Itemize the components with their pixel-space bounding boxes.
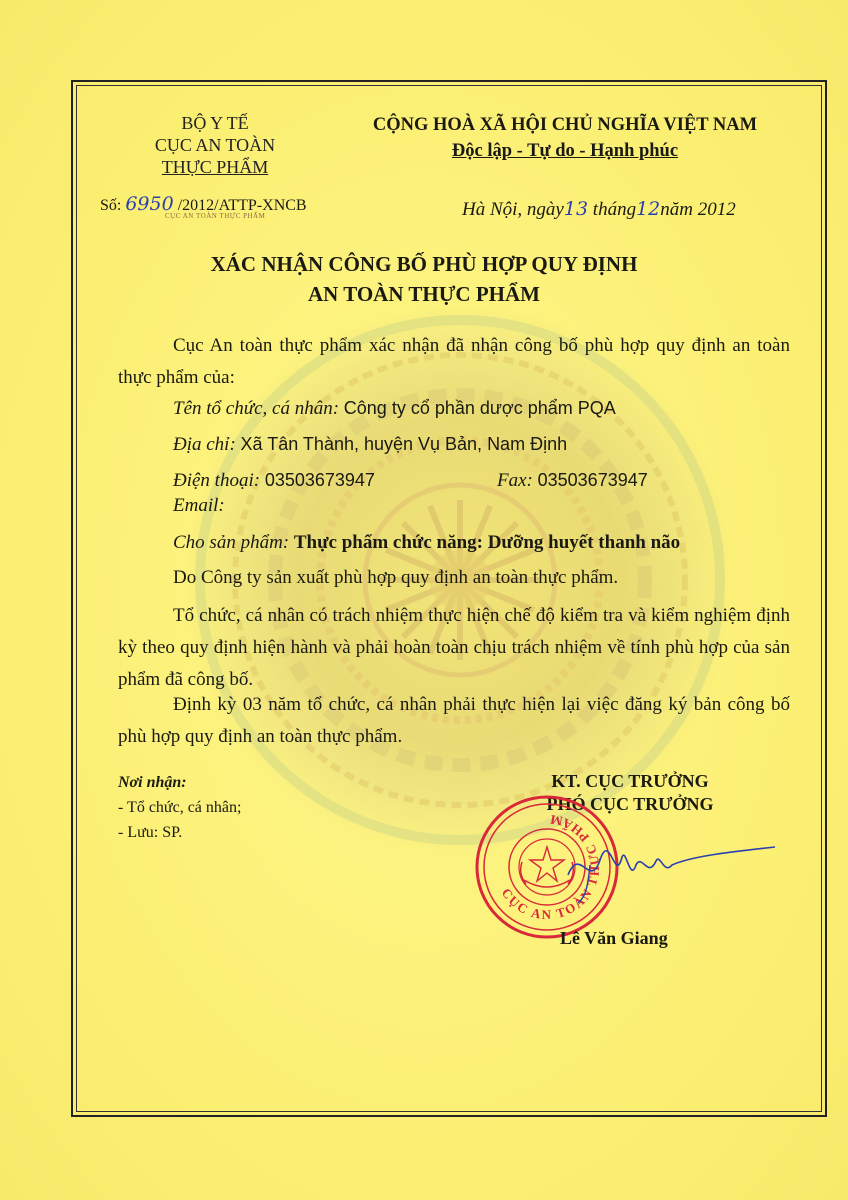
department-name-line1: CỤC AN TOÀN <box>154 135 276 155</box>
department-name-line2: THỰC PHẨM <box>161 157 269 177</box>
fax-value: 03503673947 <box>537 470 648 490</box>
recipients-block <box>118 770 241 845</box>
seal-text: CỤC AN TOÀN THỰC PHẨM <box>498 811 603 923</box>
recipient-item: - Tổ chức, cá nhân; <box>118 799 242 816</box>
fax-line <box>497 470 648 492</box>
signer-name: Lê Văn Giang <box>560 928 668 948</box>
small-stamp-text: CỤC AN TOÀN THỰC PHẨM <box>165 212 266 220</box>
date-month: 12 <box>636 198 661 220</box>
product-value: Thực phẩm chức năng: Dưỡng huyết thanh não <box>293 532 681 553</box>
date-year: năm 2012 <box>660 199 736 220</box>
date-line <box>462 198 736 221</box>
responsibility-paragraph: Tổ chức, cá nhân có trách nhiệm thực hiện chế độ kiểm tra và kiểm nghiệm định kỳ theo quy định hiện hành và phải hoàn toàn chịu trách nhiệm về tính phù hợp của sản phẩm đã công bố. <box>118 605 790 690</box>
country-name: CỘNG HOÀ XÃ HỘI CHỦ NGHĨA VIỆT NAM <box>372 115 758 135</box>
renewal-paragraph: Định kỳ 03 năm tổ chức, cá nhân phải thực hiện lại việc đăng ký bản công bố phù hợp quy định an toàn thực phẩm. <box>118 694 790 747</box>
handwritten-signature-icon <box>560 835 780 905</box>
producer-statement: Do Công ty sản xuất phù hợp quy định an toàn thực phẩm. <box>173 567 619 588</box>
ministry-name: BỘ Y TẾ <box>181 113 249 133</box>
document-title-line2: AN TOÀN THỰC PHẨM <box>308 282 540 306</box>
issuing-authority <box>110 112 320 178</box>
date-day: 13 <box>563 198 589 220</box>
phone-label: Điện thoại: <box>173 470 261 491</box>
date-place: Hà Nội, ngày <box>462 199 564 220</box>
organization-label: Tên tổ chức, cá nhân: <box>173 398 340 419</box>
national-header <box>345 112 785 164</box>
address-value: Xã Tân Thành, huyện Vụ Bản, Nam Định <box>240 434 568 454</box>
signature-title-line2: PHÓ CỤC TRƯỞNG <box>546 794 714 814</box>
doc-no-label: Số: <box>100 197 122 214</box>
organization-value: Công ty cổ phần dược phẩm PQA <box>343 398 616 418</box>
fax-label: Fax: <box>497 470 533 491</box>
recipients-label: Nơi nhận: <box>118 774 187 791</box>
national-motto: Độc lập - Tự do - Hạnh phúc <box>451 141 679 161</box>
email-label: Email: <box>173 495 225 516</box>
signature-title-line1: KT. CỤC TRƯỞNG <box>551 771 709 791</box>
document-title-line1: XÁC NHẬN CÔNG BỐ PHÙ HỢP QUY ĐỊNH <box>210 252 638 276</box>
doc-no-suffix: /2012/ATTP-XNCB <box>177 197 307 214</box>
address-label: Địa chỉ: <box>173 434 236 455</box>
product-line <box>173 532 680 554</box>
doc-no-handwritten: 6950 <box>125 193 174 215</box>
intro-paragraph: Cục An toàn thực phẩm xác nhận đã nhận công bố phù hợp quy định an toàn thực phẩm của: <box>118 335 790 388</box>
date-month-label: tháng <box>592 199 637 220</box>
address-line <box>173 434 567 456</box>
phone-value: 03503673947 <box>264 470 375 490</box>
phone-line <box>173 470 375 492</box>
product-label: Cho sản phẩm: <box>173 532 290 553</box>
recipient-item: - Lưu: SP. <box>118 824 183 841</box>
organization-line <box>173 398 616 420</box>
inner-border <box>76 85 822 1112</box>
